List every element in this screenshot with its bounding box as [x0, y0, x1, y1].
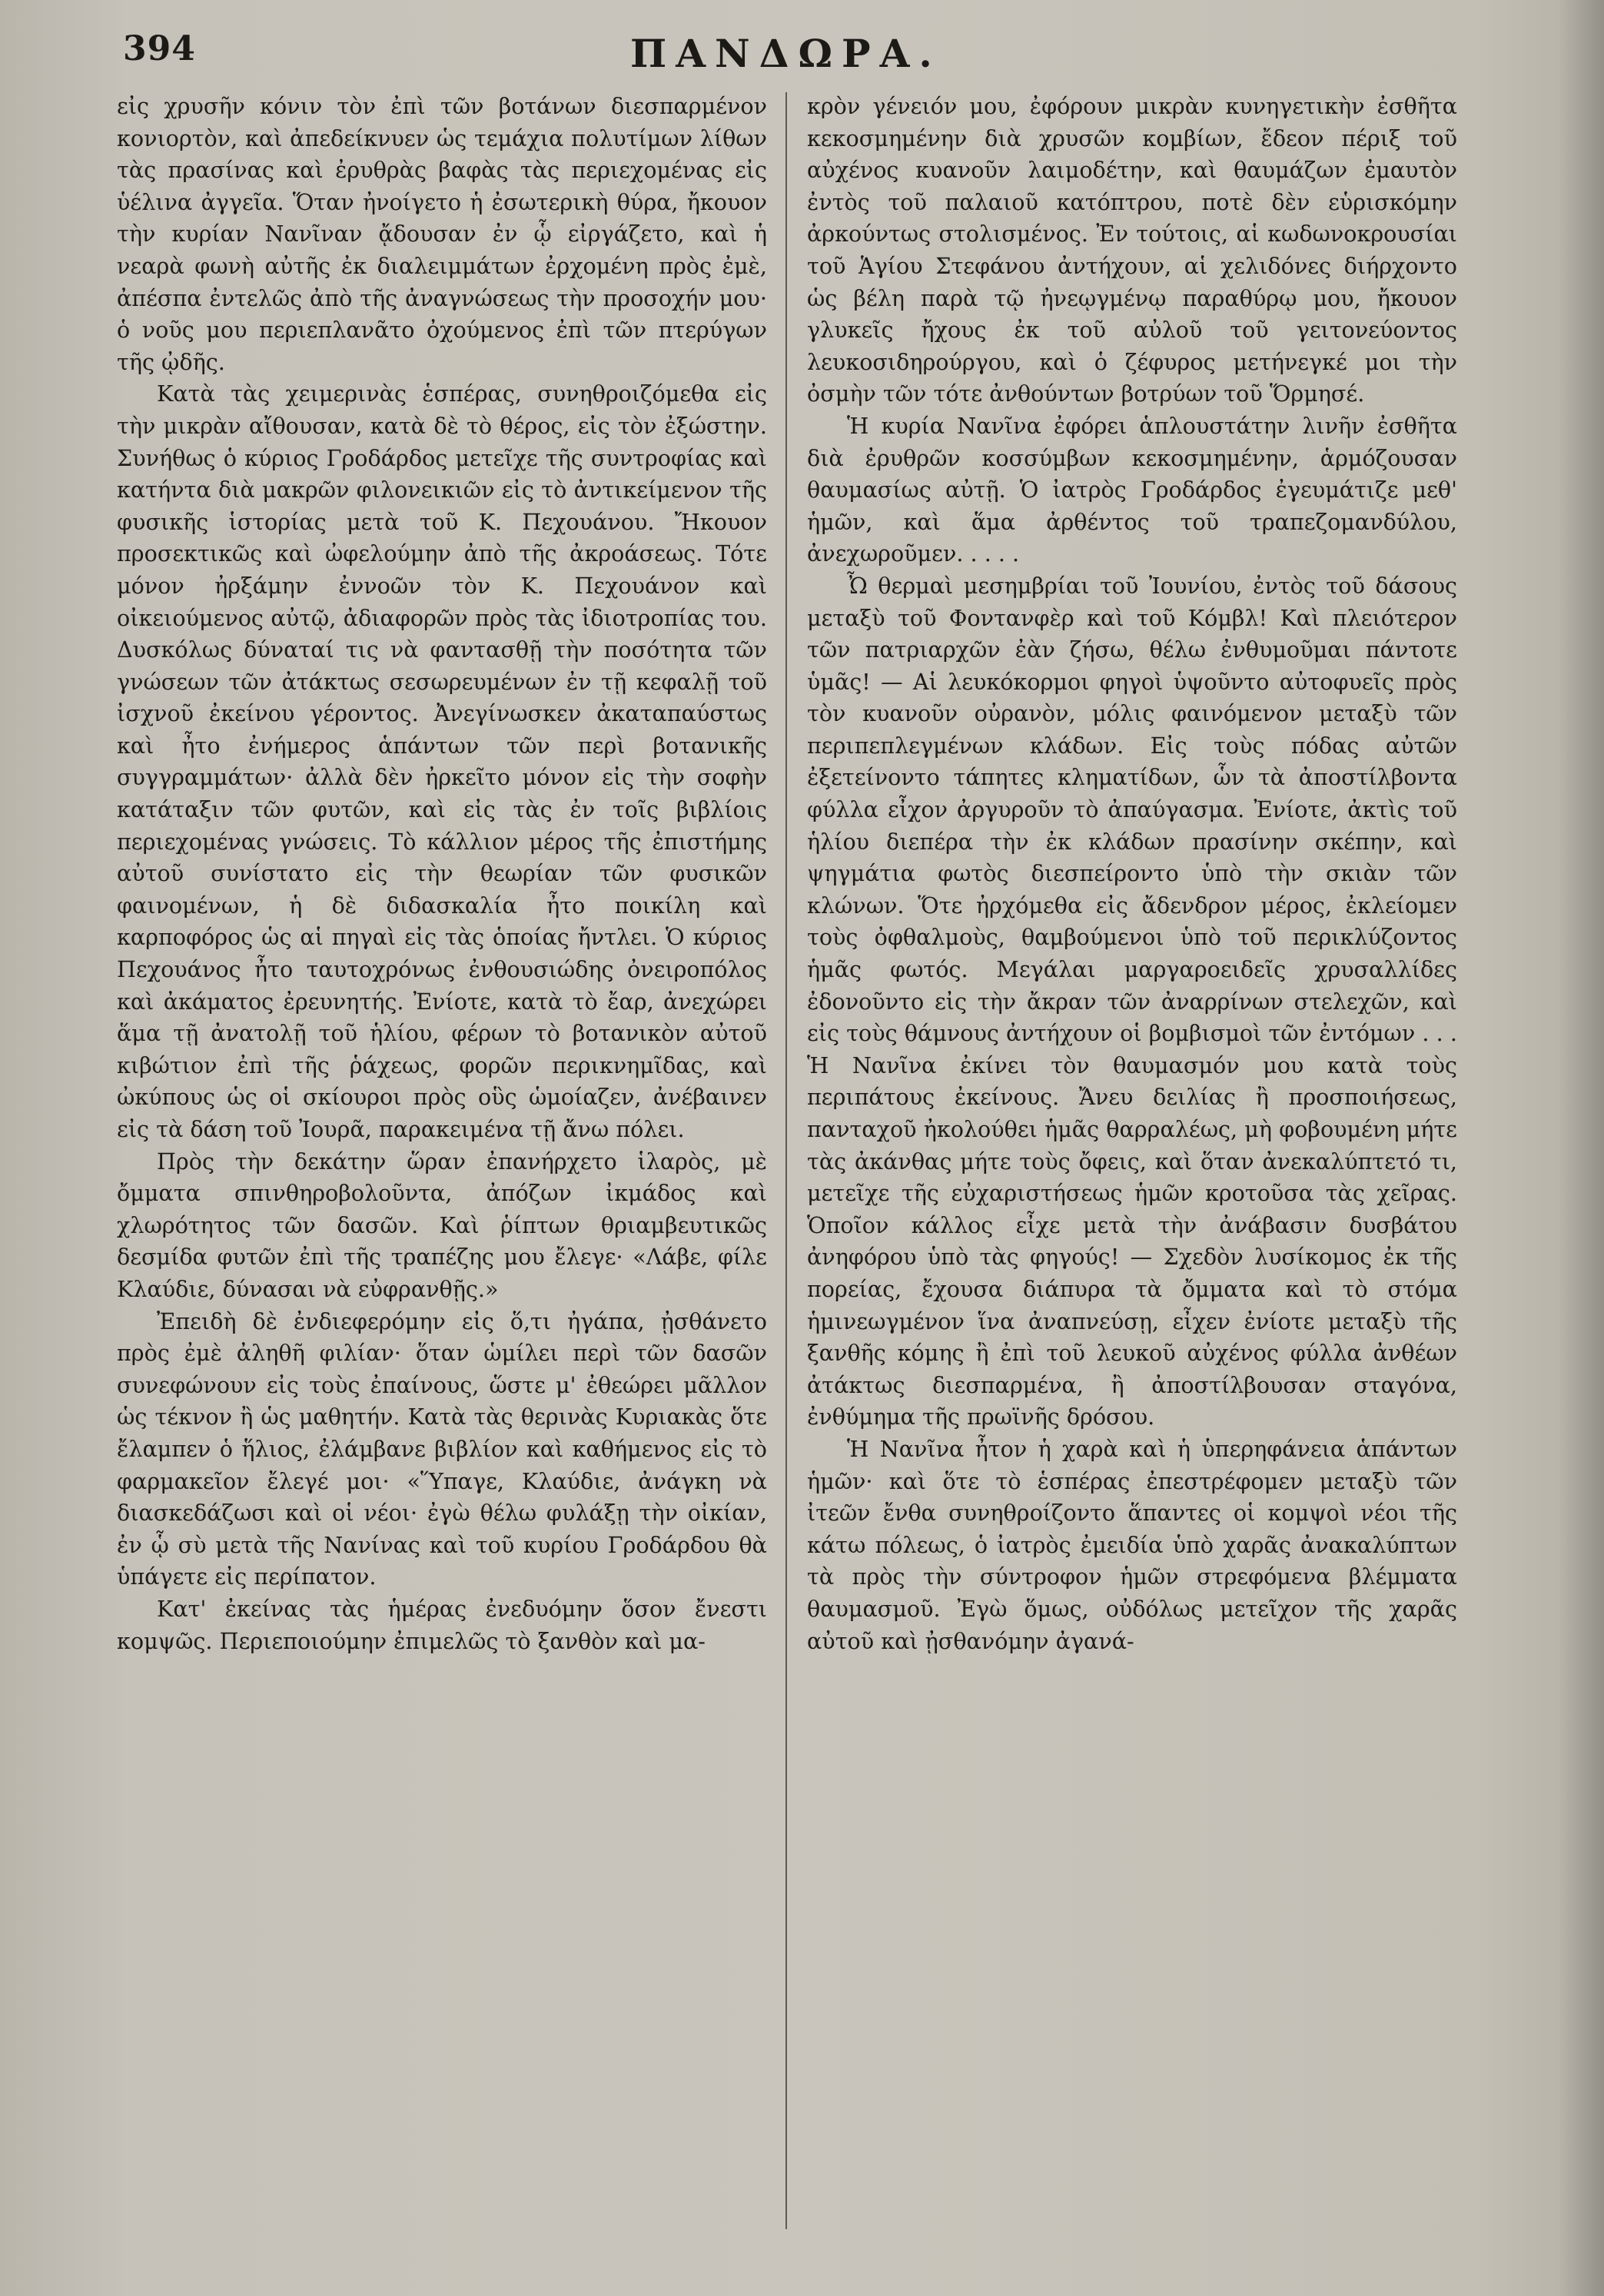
page-number: 394 — [123, 29, 196, 68]
paragraph: Πρὸς τὴν δεκάτην ὥραν ἐπανήρχετο ἱλαρὸς, μὲ ὄμματα σπινθηροβολοῦντα, ἀπόζων ἰκμάδος καὶ χλωρότητος τῶν δασῶν. Καὶ ῥίπτων θριαμβευτικῶς δεσμίδα φυτῶν ἐπὶ τῆς τραπέζης μου ἔλεγε· «Λάβε, φίλε Κλαύδιε, δύνασαι νὰ εὐφρανθῇς.» — [117, 1148, 767, 1302]
paragraph: Ἐπειδὴ δὲ ἐνδιεφερόμην εἰς ὅ,τι ἠγάπα, ᾐσθάνετο πρὸς ἐμὲ ἀληθῆ φιλίαν· ὅταν ὡμίλει περὶ τῶν δασῶν συνεφώνουν εἰς τοὺς ἐπαίνους, ὥστε μ' ἐθεώρει μᾶλλον ὡς τέκνον ἢ ὡς μαθητήν. Κατὰ τὰς θερινὰς Κυριακὰς ὅτε ἔλαμπεν ὁ ἥλιος, ἐλάμβανε βιβλίον καὶ καθήμενος εἰς τὸ φαρμακεῖον ἔλεγέ μοι· «Ὕπαγε, Κλαύδιε, ἀνάγκη νὰ διασκεδάζωσι καὶ οἱ νέοι· ἐγὼ θέλω φυλάξῃ τὴν οἰκίαν, ἐν ᾧ σὺ μετὰ τῆς Νανίνας καὶ τοῦ κυρίου Γροδάρδου θὰ ὑπάγετε εἰς περίπατον. — [117, 1307, 767, 1590]
column-divider — [785, 92, 787, 2229]
paragraph: κρὸν γένειόν μου, ἐφόρουν μικρὰν κυνηγετικὴν ἐσθῆτα κεκοσμημένην διὰ χρυσῶν κομβίων, ἔδεον πέριξ τοῦ αὐχένος κυανοῦν λαιμοδέτην, καὶ θαυμάζων ἐμαυτὸν ἐντὸς τοῦ παλαιοῦ κατόπτρου, ποτὲ δὲν εὑρισκόμην ἀρκούντως στολισμένος. Ἐν τούτοις, αἱ κωδωνοκρουσίαι τοῦ Ἁγίου Στεφάνου ἀντήχουν, αἱ χελιδόνες διήρχοντο ὡς βέλη παρὰ τῷ ἠνεῳγμένῳ παραθύρῳ μου, ἤκουον γλυκεῖς ἤχους ἐκ τοῦ αὐλοῦ τοῦ γειτονεύοντος λευκοσιδηρούργου, καὶ ὁ ζέφυρος μετήνεγκέ μοι τὴν ὀσμὴν τῶν τότε ἀνθούντων βοτρύων τοῦ Ὅρμησέ. — [807, 93, 1457, 407]
right-column — [807, 91, 1457, 2258]
paragraph: εἰς χρυσῆν κόνιν τὸν ἐπὶ τῶν βοτάνων διεσπαρμένον κονιορτὸν, καὶ ἀπεδείκνυεν ὡς τεμάχια πολυτίμων λίθων τὰς πρασίνας καὶ ἐρυθρὰς βαφὰς τὰς περιεχομένας εἰς ὑέλινα ἀγγεῖα. Ὅταν ἠνοίγετο ἡ ἐσωτερικὴ θύρα, ἤκουον τὴν κυρίαν Νανῖναν ᾄδουσαν ἐν ᾧ εἰργάζετο, καὶ ἡ νεαρὰ φωνὴ αὐτῆς ἐκ διαλειμμάτων ἐρχομένη πρὸς ἐμὲ, ἀπέσπα ἐντελῶς ἀπὸ τῆς ἀναγνώσεως τὴν προσοχήν μου· ὁ νοῦς μου περιεπλανᾶτο ὀχούμενος ἐπὶ τῶν πτερύγων τῆς ᾠδῆς. — [117, 93, 767, 375]
paragraph: Κατὰ τὰς χειμερινὰς ἑσπέρας, συνηθροιζόμεθα εἰς τὴν μικρὰν αἴθουσαν, κατὰ δὲ τὸ θέρος, εἰς τὸν ἐξώστην. Συνήθως ὁ κύριος Γροδάρδος μετεῖχε τῆς συντροφίας καὶ κατήντα διὰ μακρῶν φιλονεικιῶν εἰς τὸ ἀντικείμενον τῆς φυσικῆς ἱστορίας μετὰ τοῦ Κ. Πεχουάνου. Ἤκουον προσεκτικῶς καὶ ὠφελούμην ἀπὸ τῆς ἀκροάσεως. Τότε μόνον ἠρξάμην ἐννοῶν τὸν Κ. Πεχουάνον καὶ οἰκειούμενος αὐτῷ, ἀδιαφορῶν πρὸς τὰς ἰδιοτροπίας του. Δυσκόλως δύναταί τις νὰ φαντασθῇ τὴν ποσότητα τῶν γνώσεων τῶν ἀτάκτως σεσωρευμένων ἐν τῇ κεφαλῇ τοῦ ἰσχνοῦ ἐκείνου γέροντος. Ἀνεγίνωσκεν ἀκαταπαύστως καὶ ἦτο ἐνήμερος ἁπάντων τῶν περὶ βοτανικῆς συγγραμμάτων· ἀλλὰ δὲν ἠρκεῖτο μόνον εἰς τὴν σοφὴν κατάταξιν τῶν φυτῶν, καὶ εἰς τὰς ἐν τοῖς βιβλίοις περιεχομένας γνώσεις. Τὸ κάλλιον μέρος τῆς ἐπιστήμης αὐτοῦ συνίστατο εἰς τὴν θεωρίαν τῶν φυσικῶν φαινομένων, ἡ δὲ διδασκαλία ἦτο ποικίλη καὶ καρποφόρος ὡς αἱ πηγαὶ εἰς τὰς ὁποίας ἤντλει. Ὁ κύριος Πεχουάνος ἦτο ταυτοχρόνως ἐνθουσιώδης ὀνειροπόλος καὶ ἀκάματος ἐρευνητής. Ἐνίοτε, κατὰ τὸ ἔαρ, ἀνεχώρει ἅμα τῇ ἀνατολῇ τοῦ ἡλίου, φέρων τὸ βοτανικὸν αὐτοῦ κιβώτιον ἐπὶ τῆς ῥάχεως, φορῶν περικνημῖδας, καὶ ὠκύπους ὡς οἱ σκίουροι πρὸς οὓς ὡμοίαζεν, ἀνέβαινεν εἰς τὰ δάση τοῦ Ἰουρᾶ, παρακειμένα τῇ ἄνω πόλει. — [117, 380, 767, 1142]
paragraph: Ἡ Νανῖνα ἦτον ἡ χαρὰ καὶ ἡ ὑπερηφάνεια ἁπάντων ἡμῶν· καὶ ὅτε τὸ ἑσπέρας ἐπεστρέφομεν μεταξὺ τῶν ἰτεῶν ἔνθα συνηθροίζοντο ἅπαντες οἱ κομψοὶ νέοι τῆς κάτω πόλεως, ὁ ἰατρὸς ἐμειδία ὑπὸ χαρᾶς ἀνακαλύπτων τὰ πρὸς τὴν σύντροφον ἡμῶν στρεφόμενα βλέμματα θαυμασμοῦ. Ἐγὼ ὅμως, οὐδόλως μετεῖχον τῆς χαρᾶς αὐτοῦ καὶ ᾐσθανόμην ἀγανά- — [807, 1435, 1457, 1654]
paragraph: Κατ' ἐκείνας τὰς ἡμέρας ἐνεδυόμην ὅσον ἔνεστι κομψῶς. Περιεποιούμην ἐπιμελῶς τὸ ξανθὸν καὶ μα- — [117, 1595, 767, 1654]
left-column — [117, 91, 767, 2258]
paragraph: Ὦ θερμαὶ μεσημβρίαι τοῦ Ἰουνίου, ἐντὸς τοῦ δάσους μεταξὺ τοῦ Φοντανφὲρ καὶ τοῦ Κόμβλ! Καὶ πλειότερον τῶν πατριαρχῶν ἐὰν ζήσω, θέλω ἐνθυμοῦμαι πάντοτε ὑμᾶς! — Αἱ λευκόκορμοι φηγοὶ ὑψοῦντο αὐτοφυεῖς πρὸς τὸν κυανοῦν οὐρανὸν, μόλις φαινόμενον μεταξὺ τῶν περιπεπλεγμένων κλάδων. Εἰς τοὺς πόδας αὐτῶν ἐξετείνοντο τάπητες κληματίδων, ὧν τὰ ἀποστίλβοντα φύλλα εἶχον ἀργυροῦν τὸ ἀπαύγασμα. Ἐνίοτε, ἀκτὶς τοῦ ἡλίου διεπέρα τὴν ἐκ κλάδων πρασίνην σκέπην, καὶ ψηγμάτια φωτὸς διεσπείροντο ὑπὸ τὴν σκιὰν τῶν κλώνων. Ὅτε ἠρχόμεθα εἰς ἄδενδρον μέρος, ἐκλείομεν τοὺς ὀφθαλμοὺς, θαμβούμενοι ὑπὸ τοῦ περικλύζοντος ἡμᾶς φωτός. Μεγάλαι μαργαροειδεῖς χρυσαλλίδες ἐδονοῦντο εἰς τὴν ἄκραν τῶν ἀναρρίνων στελεχῶν, καὶ εἰς τοὺς θάμνους ἀντήχουν οἱ βομβισμοὶ τῶν ἐντόμων . . . Ἡ Νανῖνα ἐκίνει τὸν θαυμασμόν μου κατὰ τοὺς περιπάτους ἐκείνους. Ἄνευ δειλίας ἢ προσποιήσεως, πανταχοῦ ἠκολούθει ἡμᾶς θαρραλέως, μὴ φοβουμένη μήτε τὰς ἀκάνθας μήτε τοὺς ὄφεις, καὶ ὅταν ἀνεκαλύπτετό τι, μετεῖχε τῆς εὐχαριστήσεως ἡμῶν κροτοῦσα τὰς χεῖρας. Ὁποῖον κάλλος εἶχε μετὰ τὴν ἀνάβασιν δυσβάτου ἀνηφόρου ὑπὸ τὰς φηγούς! — Σχεδὸν λυσίκομος ἐκ τῆς πορείας, ἔχουσα διάπυρα τὰ ὄμματα καὶ τὸ στόμα ἡμινεωγμένον ἵνα ἀναπνεύσῃ, εἶχεν ἐνίοτε μεταξὺ τῆς ξανθῆς κόμης ἢ ἐπὶ τοῦ λευκοῦ αὐχένος φύλλα ἀνθέων ἀτάκτως διεσπαρμένα, ἢ ἀποστίλβουσαν σταγόνα, ἐνθύμημα τῆς πρωϊνῆς δρόσου. — [807, 572, 1457, 1430]
running-head: ΠΑΝΔΩΡΑ. — [630, 31, 941, 76]
paragraph: Ἡ κυρία Νανῖνα ἐφόρει ἁπλουστάτην λινῆν ἐσθῆτα διὰ ἐρυθρῶν κοσσύμβων κεκοσμημένην, ἁρμόζουσαν θαυμασίως αὐτῇ. Ὁ ἰατρὸς Γροδάρδος ἐγευμάτιζε μεθ' ἡμῶν, καὶ ἅμα ἀρθέντος τοῦ τραπεζομανδύλου, ἀνεχωροῦμεν. . . . . — [807, 412, 1457, 567]
page-edge-shadow — [1558, 0, 1604, 2296]
